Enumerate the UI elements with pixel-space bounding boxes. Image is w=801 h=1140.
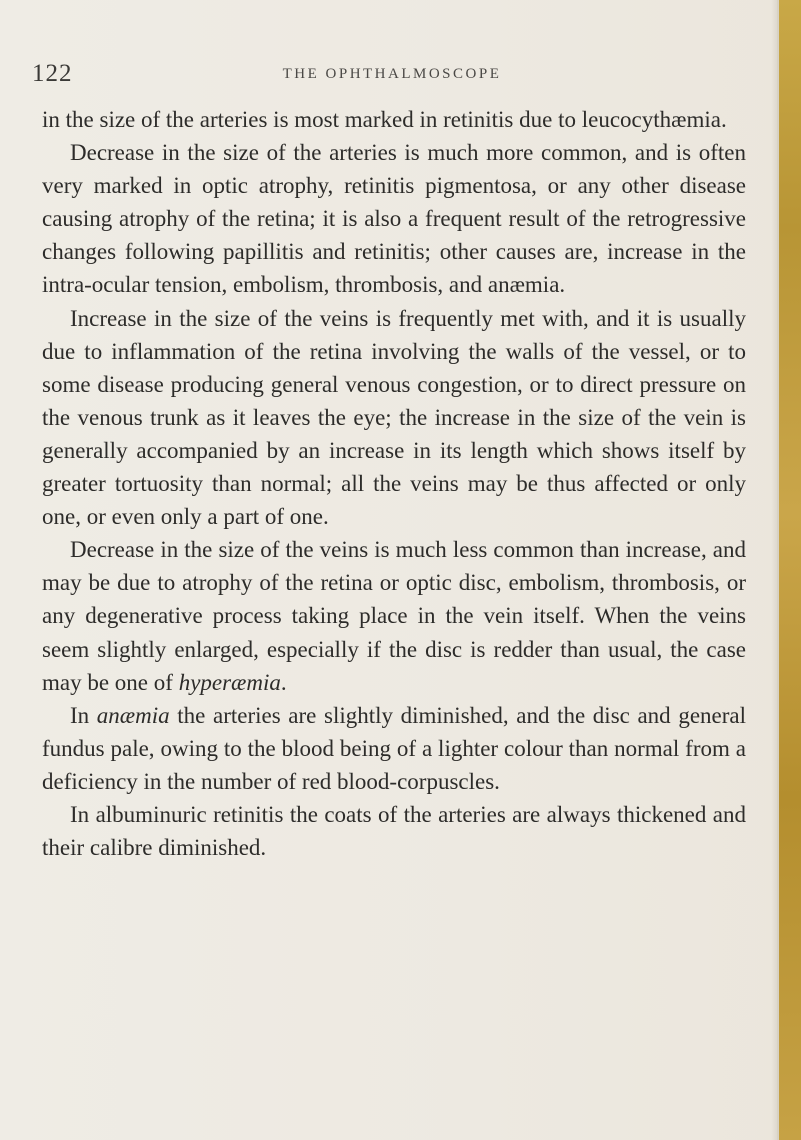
body-text: [42, 103, 746, 864]
paragraph-2: Decrease in the size of the arteries is much more common, and is often very marked in optic atrophy, retinitis pigmentosa, or any other disease causing atrophy of the retina; it is also a frequent result of the retrogressive changes following papillitis and retinitis; other causes are, increase in the intra-ocular tension, embolism, thrombosis, and anæmia.: [42, 140, 746, 298]
paragraph-1: in the size of the arteries is most marked in retinitis due to leucocythæmia.: [42, 107, 727, 132]
running-head: THE OPHTHALMOSCOPE: [282, 66, 502, 82]
book-edge-strip: [777, 0, 801, 1140]
paragraph-4-text: Decrease in the size of the veins is much less common than increase, and may be due to atrophy of the retina or optic disc, embolism, thrombosis, or any degenerative process taking place in the vein itself. When the veins seem slightly enlarged, especially if the disc is redder than usual, the case may be one of: [42, 537, 746, 695]
paragraph-4: [42, 533, 746, 698]
paragraph-6: In albuminuric retinitis the coats of the arteries are always thickened and their calibre diminished.: [42, 801, 746, 861]
paragraph-5-text-end: the arteries are slightly diminished, and the disc and general fundus pale, owing to the blood being of a lighter colour than normal from a deficiency in the number of red blood-corpuscles.: [42, 702, 746, 794]
paragraph-4-end: .: [280, 669, 287, 695]
paragraph-5: [42, 699, 746, 798]
paragraph-5-italic-term: anæmia: [96, 702, 170, 728]
paragraph-3: Increase in the size of the veins is frequently met with, and it is usually due to inflammation of the retina involving the walls of the vessel, or to some disease producing general venous congestion, or to direct pressure on the venous trunk as it leaves the eye; the increase in the size of the vein is generally accompanied by an increase in its length which shows itself by greater tortuosity than normal; all the veins may be thus affected or only one, or even only a part of one.: [42, 305, 746, 530]
page-number: 122: [32, 60, 73, 87]
page-header: [32, 60, 752, 90]
paragraph-5-text-start: In: [70, 702, 97, 728]
paragraph-4-italic-term: hyperæmia: [178, 669, 281, 695]
